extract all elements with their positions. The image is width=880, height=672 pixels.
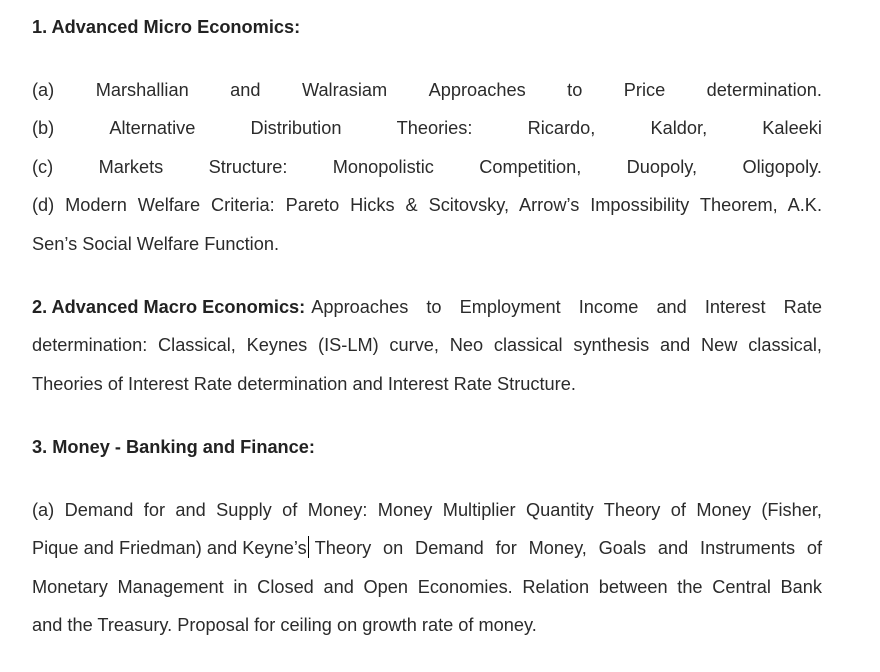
list-item-b (32, 116, 822, 140)
list-item-c (32, 155, 822, 179)
word: Duopoly, (626, 157, 698, 177)
word: Price (623, 80, 666, 100)
word: Kaleeki (762, 118, 822, 138)
word: determination. (706, 80, 822, 100)
word: Ricardo, (527, 118, 596, 138)
word: and (230, 80, 261, 100)
word: Oligopoly. (742, 157, 822, 177)
word: Kaldor, (650, 118, 708, 138)
section-macro-line2: determination: Classical, Keynes (IS-LM) curve, Neo classical synthesis and New classical, (32, 335, 822, 355)
word: to (567, 80, 583, 100)
word: (c) (32, 157, 54, 177)
section-macro-line1-text: Approaches to Employment Income and Interest Rate (311, 297, 822, 317)
word: Theories: (396, 118, 473, 138)
section-money-line2-end: Theory on Demand for Money, Goals and Instruments of (314, 538, 822, 558)
section-money-line2 (32, 536, 822, 560)
section-heading-macro: 2. Advanced Macro Economics: (32, 297, 306, 317)
section-money-line4: and the Treasury. Proposal for ceiling on growth rate of money. (32, 615, 537, 635)
section-money-line3: Monetary Management in Closed and Open Economies. Relation between the Central Bank (32, 577, 822, 597)
word: Structure: (208, 157, 288, 177)
word: Alternative (109, 118, 196, 138)
word: Distribution (250, 118, 342, 138)
section-money-line2-start: Pique and Friedman) and Keyne’s (32, 538, 307, 558)
section-money-line1: (a) Demand for and Supply of Money: Money Multiplier Quantity Theory of Money (Fisher, (32, 500, 822, 520)
word: Approaches (428, 80, 526, 100)
word: Competition, (479, 157, 582, 177)
list-item-d-line2: Sen’s Social Welfare Function. (32, 234, 280, 254)
section-heading-money: 3. Money - Banking and Finance: (32, 437, 315, 457)
word: (b) (32, 118, 55, 138)
text-cursor (308, 536, 309, 558)
word: Markets (98, 157, 164, 177)
word: Walrasiam (301, 80, 388, 100)
list-item-d-line1: (d) Modern Welfare Criteria: Pareto Hicks & Scitovsky, Arrow’s Impossibility Theorem, A.K. (32, 195, 822, 215)
section-heading-micro: 1. Advanced Micro Economics: (32, 17, 301, 37)
word: (a) (32, 80, 55, 100)
section-macro-line1 (32, 295, 822, 319)
section-macro-line3: Theories of Interest Rate determination and Interest Rate Structure. (32, 374, 576, 394)
word: Monopolistic (332, 157, 434, 177)
list-item-a (32, 78, 822, 102)
word: Marshallian (95, 80, 189, 100)
